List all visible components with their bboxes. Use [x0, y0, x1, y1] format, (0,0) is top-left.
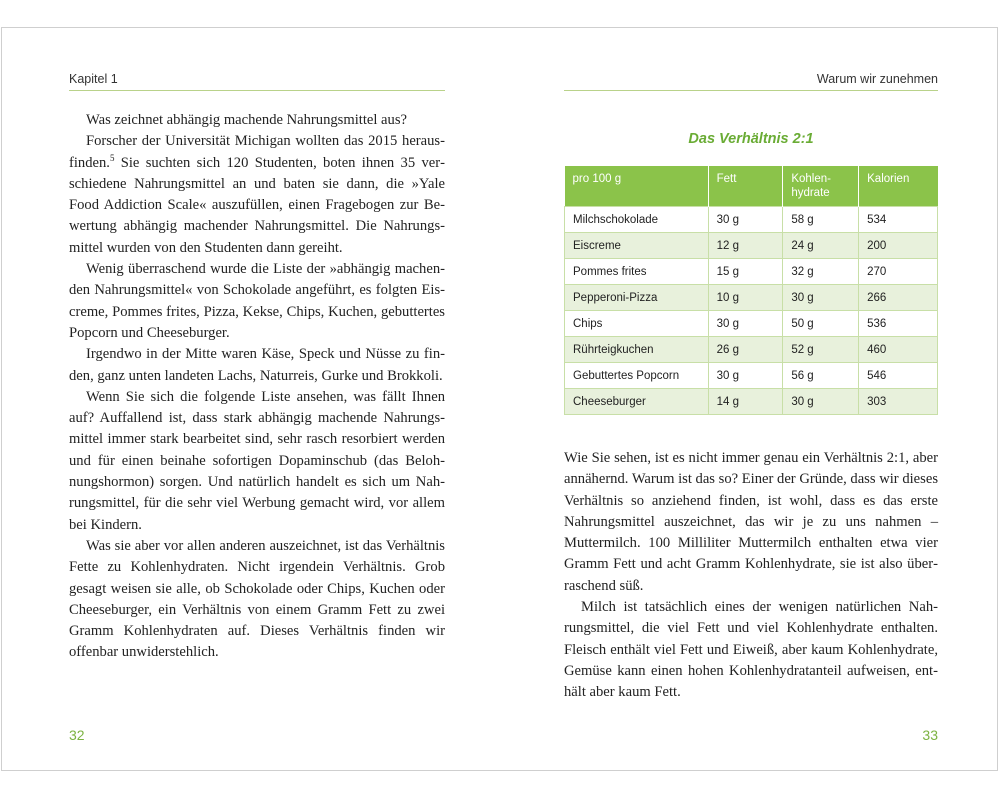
table-cell: 12 g	[708, 233, 783, 259]
table-row	[565, 311, 938, 337]
page-number-left: 32	[69, 727, 85, 743]
paragraph: Wenn Sie sich die folgende Liste ansehen, was fällt Ihnen auf? Auffallend ist, dass stark abhängig machende Nahrungsmittel immer stark bearbeitet sind, sehr rasch resorbiert werden und für einen beinahe sofortigen Dopaminschub (das Belohnungshormon) sorgen. Und natürlich handelt es sich um Nahrungsmittel, für die sehr viel Werbung gemacht wird, vor allem bei Kindern.	[69, 388, 445, 533]
page-number-right: 33	[922, 727, 938, 743]
right-body-text	[564, 448, 938, 704]
paragraph: Was zeichnet abhängig machende Nahrungsmittel aus?	[86, 112, 407, 128]
table-row	[565, 207, 938, 233]
table-cell: Gebuttertes Popcorn	[565, 363, 709, 389]
column-header: Kohlen- hydrate	[783, 166, 859, 207]
table-row	[565, 389, 938, 415]
table-cell: 24 g	[783, 233, 859, 259]
table-header-row	[565, 166, 938, 207]
paragraph: Was sie aber vor allen anderen auszeichnet, ist das Verhältnis Fette zu Kohlenhydraten. Nicht irgendein Verhältnis. Grob gesagt weisen sie alle, ob Schokolade oder Chips, Kuchen oder Cheeseburger, ein Verhältnis von einem Gramm Fett zu zwei Gramm Kohlenhydraten auf. Dieses Verhältnis finden wir offenbar unwiderstehlich.	[69, 537, 445, 661]
column-header: Fett	[708, 166, 783, 207]
table-cell: 200	[859, 233, 938, 259]
table-cell: 26 g	[708, 337, 783, 363]
paragraph: Forscher der Universität Michigan wollten das 2015 herausfinden.$^5$ Sie suchten sich 120 Studenten, boten ihnen 35 verschiedene Nahrungsmittel an und baten sie dann, die »Yale Food Addiction Scale« auszufüllen, einen Fragebogen zur Bewertung abhängig machender Nahrungsmittel. Die Nahrungsmittel wurden von den Studenten dann gereiht.	[69, 133, 445, 256]
table-cell: 30 g	[708, 311, 783, 337]
table-cell: 56 g	[783, 363, 859, 389]
footnote-marker[interactable]: 5	[109, 152, 115, 163]
paragraph: Wie Sie sehen, ist es nicht immer genau ein Verhältnis 2:1, aber annähernd. Warum ist das so? Einer der Gründe, dass wir dieses Verhältnis so anziehend finden, ist wohl, dass es das erste Nahrungsmittel auszeichnet, das wir je zu uns nahmen – Muttermilch. 100 Milliliter Muttermilch enthalten etwa vier Gramm Fett und acht Gramm Kohlenhydrate, sie ist also überraschend süß.	[564, 450, 938, 594]
table-cell: 534	[859, 207, 938, 233]
running-head-right: Warum wir zunehmen	[564, 72, 938, 91]
column-header: Kalorien	[859, 166, 938, 207]
left-body-text	[69, 110, 445, 664]
table-cell: 30 g	[783, 285, 859, 311]
table-cell: 536	[859, 311, 938, 337]
table-row	[565, 259, 938, 285]
paragraph: Wenig überraschend wurde die Liste der »abhängig machenden Nahrungsmittel« von Schokolade angeführt, es folgten Eiscreme, Pommes frites, Pizza, Kekse, Chips, Kuchen, gebuttertes Popcorn und Cheeseburger.	[69, 261, 445, 341]
table-row	[565, 363, 938, 389]
table-cell: 270	[859, 259, 938, 285]
table-cell: 15 g	[708, 259, 783, 285]
table-title: Das Verhältnis 2:1	[688, 131, 814, 147]
table-cell: 30 g	[783, 389, 859, 415]
paragraph: Irgendwo in der Mitte waren Käse, Speck und Nüsse zu finden, ganz unten landeten Lachs, Naturreis, Gurke und Brokkoli.	[69, 346, 445, 384]
table-cell: Milchschokolade	[565, 207, 709, 233]
table-cell: 50 g	[783, 311, 859, 337]
table-cell: 52 g	[783, 337, 859, 363]
table-cell: 30 g	[708, 363, 783, 389]
table-cell: Pepperoni-Pizza	[565, 285, 709, 311]
table-cell: 58 g	[783, 207, 859, 233]
table-cell: Rührteigkuchen	[565, 337, 709, 363]
table-cell: 14 g	[708, 389, 783, 415]
table-cell: Cheeseburger	[565, 389, 709, 415]
right-page	[564, 28, 938, 770]
table-cell: 303	[859, 389, 938, 415]
table-row	[565, 337, 938, 363]
paragraph: Milch ist tatsächlich eines der wenigen natürlichen Nahrungsmittel, die viel Fett und viel Kohlenhydrate enthalten. Fleisch enthält viel Fett und Eiweiß, aber kaum Kohlenhydrate, Gemüse kann einen hohen Kohlenhydratanteil aufweisen, enthält aber kaum Fett.	[564, 599, 938, 701]
table-cell: 460	[859, 337, 938, 363]
table-cell: Pommes frites	[565, 259, 709, 285]
table-cell: 266	[859, 285, 938, 311]
table-cell: 546	[859, 363, 938, 389]
left-page	[69, 28, 445, 770]
nutrition-ratio-table	[564, 166, 938, 415]
table-cell: Eiscreme	[565, 233, 709, 259]
book-spread	[1, 27, 998, 771]
column-header: pro 100 g	[565, 166, 709, 207]
table-cell: 32 g	[783, 259, 859, 285]
table-cell: Chips	[565, 311, 709, 337]
table-row	[565, 285, 938, 311]
running-head-left: Kapitel 1	[69, 72, 445, 91]
table-cell: 10 g	[708, 285, 783, 311]
table-row	[565, 233, 938, 259]
table-cell: 30 g	[708, 207, 783, 233]
